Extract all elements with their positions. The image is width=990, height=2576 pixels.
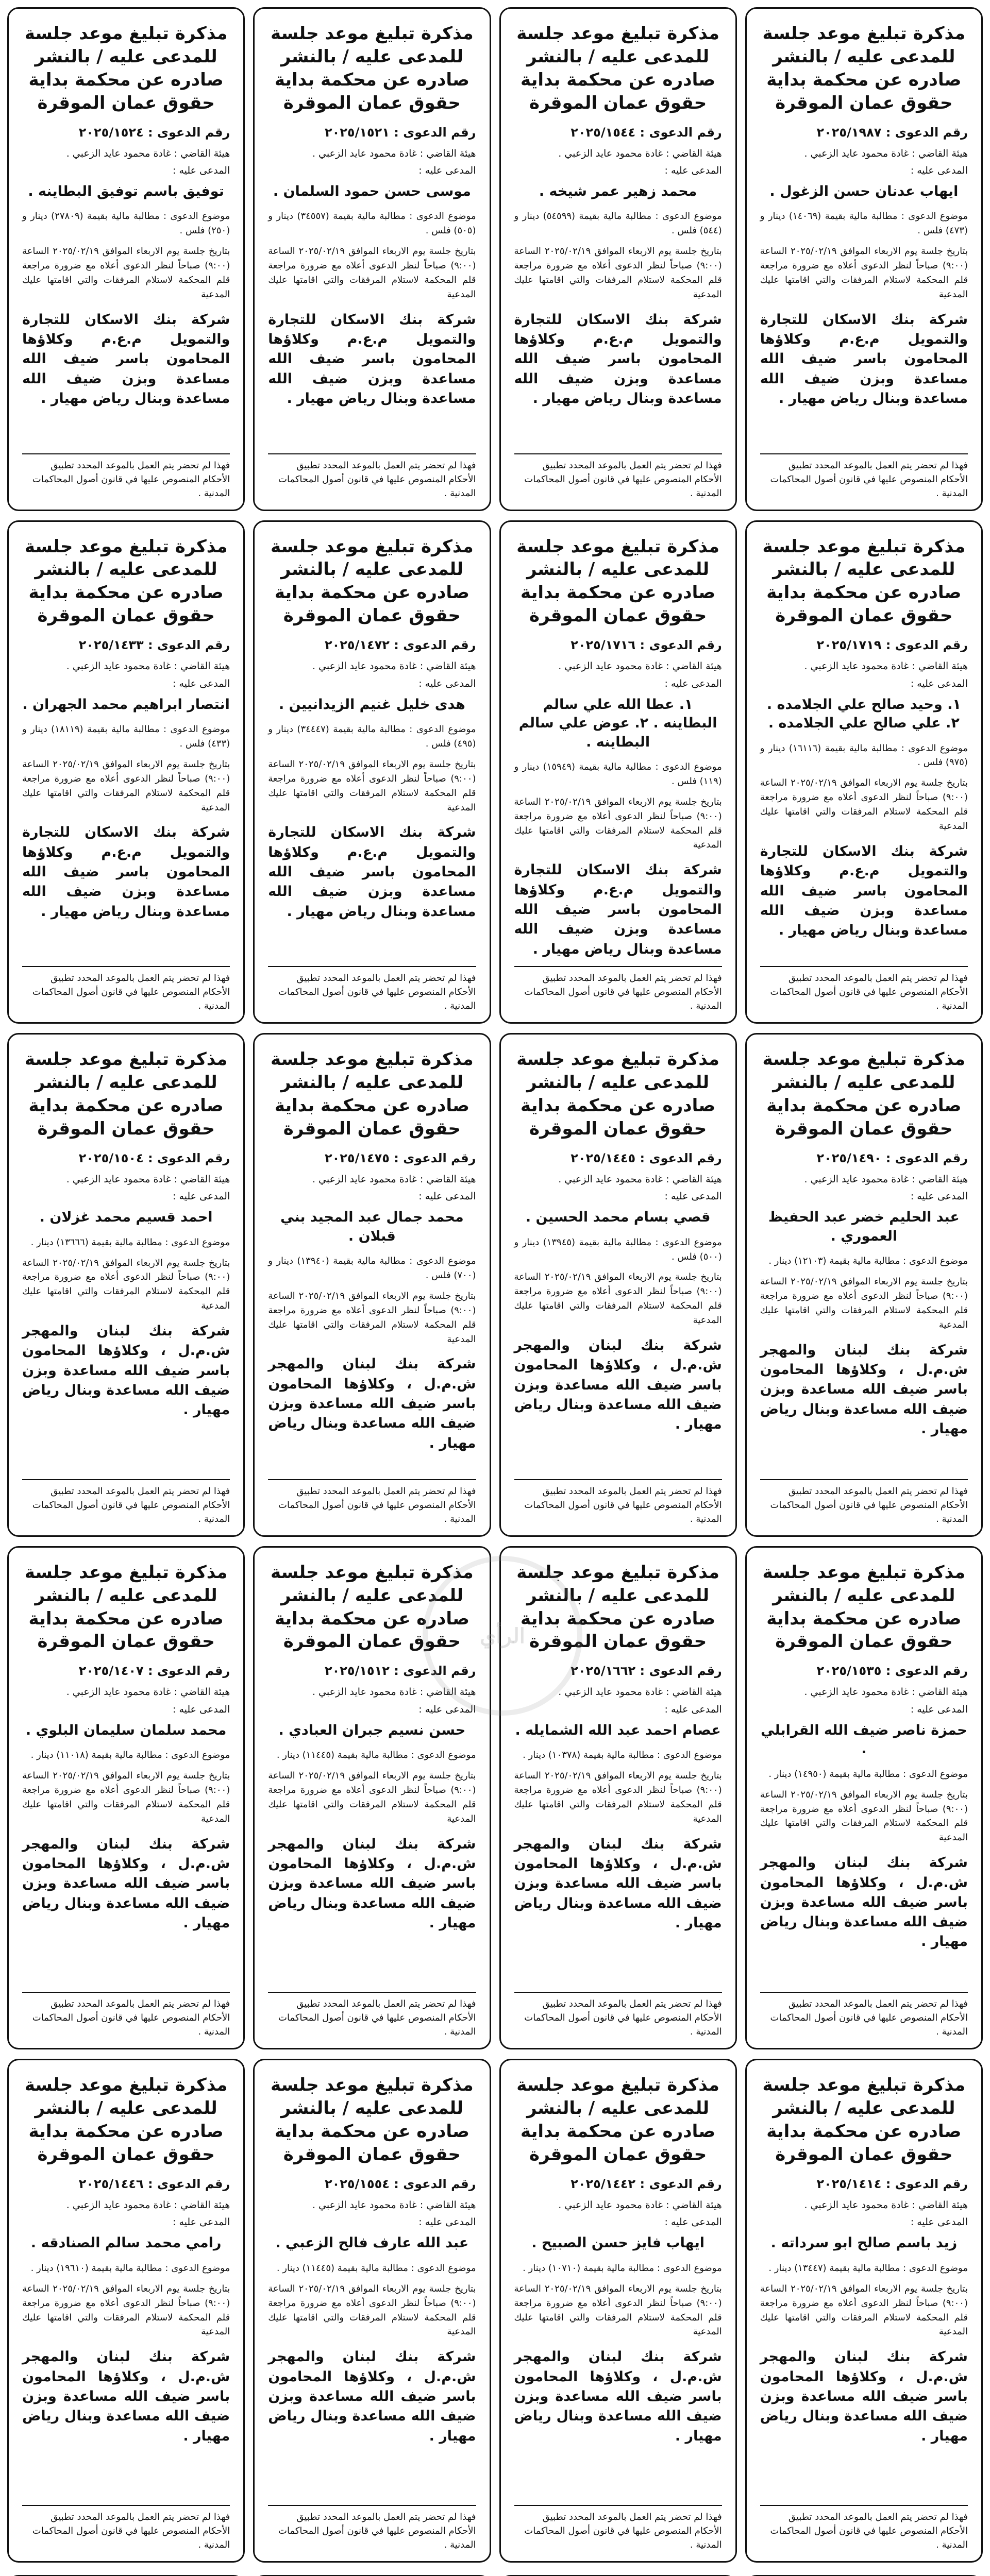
session-text: بتاريخ جلسة يوم الاربعاء الموافق ٢٠٢٥/٠٢/١٩ الساعة (٩:٠٠) صباحاً لنظر الدعوى أعلاه مع ضرورة مراجعة قلم المحكمة لاستلام المرفقات والتي اقامتها عليك المدعية: [514, 2283, 722, 2337]
court-notice: [7, 1546, 245, 2050]
case-number: رقم الدعوى : ٢٠٢٥/١٧١٩: [816, 638, 968, 653]
notice-footer: فهذا لم تحضر يتم العمل بالموعد المحدد تطبيق الأحكام المنصوص عليها في قانون أصول المحاكمات المدنية .: [760, 966, 968, 1013]
plaintiff-company: شركة بنك لبنان والمهجر ش.م.ل ، وكلاؤها المحامون باسر ضيف الله مساعدة وبزن ضيف الله مساعدة وبنال رياض مهيار .: [514, 1337, 722, 1433]
defendant-label: المدعى عليه :: [418, 2216, 476, 2228]
court-notice: [745, 7, 983, 511]
newspaper-watermark: الرأي: [423, 1556, 582, 1716]
case-number: رقم الدعوى : ٢٠٢٥/١٥٢٤: [78, 125, 230, 140]
case-number: رقم الدعوى : ٢٠٢٥/١٥١٢: [324, 1664, 476, 1679]
notice-footer: فهذا لم تحضر يتم العمل بالموعد المحدد تطبيق الأحكام المنصوص عليها في قانون أصول المحاكمات المدنية .: [514, 966, 722, 1013]
session-text: بتاريخ جلسة يوم الاربعاء الموافق ٢٠٢٥/٠٢/١٩ الساعة (٩:٠٠) صباحاً لنظر الدعوى أعلاه مع ضرورة مراجعة قلم المحكمة لاستلام المرفقات والتي اقامتها عليك المدعية: [514, 246, 722, 300]
notice-title: مذكرة تبليغ موعد جلسة للمدعى عليه / بالنشر صادره عن محكمة بداية حقوق عمان الموقرة: [24, 536, 228, 626]
judge-panel: هيئة القاضي : غادة محمود عايد الزعبي .: [312, 147, 476, 159]
notice-title: مذكرة تبليغ موعد جلسة للمدعى عليه / بالنشر صادره عن محكمة بداية حقوق عمان الموقرة: [762, 1562, 966, 1652]
judge-panel: هيئة القاضي : غادة محمود عايد الزعبي .: [558, 660, 722, 672]
defendant-label: المدعى عليه :: [418, 1191, 476, 1202]
session-text: بتاريخ جلسة يوم الاربعاء الموافق ٢٠٢٥/٠٢/١٩ الساعة (٩:٠٠) صباحاً لنظر الدعوى أعلاه مع ضرورة مراجعة قلم المحكمة لاستلام المرفقات والتي اقامتها عليك المدعية: [514, 1770, 722, 1824]
case-number: رقم الدعوى : ٢٠٢٥/١٤٩٠: [816, 1150, 968, 1165]
plaintiff-company: شركة بنك لبنان والمهجر ش.م.ل ، وكلاؤها المحامون باسر ضيف الله مساعدة وبزن ضيف الله مساعدة وبنال رياض مهيار .: [268, 2349, 476, 2444]
case-subject: موضوع الدعوى : مطالبة مالية بقيمة (١٣٤٤٧) دينار .: [768, 2262, 968, 2274]
defendant-name: ايهاب فايز حسن الصبيح .: [531, 2235, 705, 2251]
plaintiff-company: شركة بنك لبنان والمهجر ش.م.ل ، وكلاؤها المحامون باسر ضيف الله مساعدة وبزن ضيف الله مساعدة وبنال رياض مهيار .: [268, 1836, 476, 1931]
case-subject: موضوع الدعوى : مطالبة مالية بقيمة (١٠٧١٠) دينار .: [523, 2262, 722, 2274]
session-text: بتاريخ جلسة يوم الاربعاء الموافق ٢٠٢٥/٠٢/١٩ الساعة (٩:٠٠) صباحاً لنظر الدعوى أعلاه مع ضرورة مراجعة قلم المحكمة لاستلام المرفقات والتي اقامتها عليك المدعية: [514, 796, 722, 851]
court-notice: [253, 520, 491, 1024]
defendant-name: محمد سلمان سليمان البلوي .: [25, 1722, 227, 1738]
defendant-label: المدعى عليه :: [910, 677, 968, 689]
plaintiff-company: شركة بنك لبنان والمهجر ش.م.ل ، وكلاؤها المحامون باسر ضيف الله مساعدة وبزن ضيف الله مساعدة وبنال رياض مهيار .: [22, 1836, 230, 1931]
judge-panel: هيئة القاضي : غادة محمود عايد الزعبي .: [66, 1686, 230, 1698]
defendant-label: المدعى عليه :: [418, 677, 476, 689]
judge-panel: هيئة القاضي : غادة محمود عايد الزعبي .: [804, 1173, 968, 1185]
session-text: بتاريخ جلسة يوم الاربعاء الموافق ٢٠٢٥/٠٢/١٩ الساعة (٩:٠٠) صباحاً لنظر الدعوى أعلاه مع ضرورة مراجعة قلم المحكمة لاستلام المرفقات والتي اقامتها عليك المدعية: [22, 2283, 230, 2337]
notice-title: مذكرة تبليغ موعد جلسة للمدعى عليه / بالنشر صادره عن محكمة بداية حقوق عمان الموقرة: [271, 536, 474, 626]
notice-footer: فهذا لم تحضر يتم العمل بالموعد المحدد تطبيق الأحكام المنصوص عليها في قانون أصول المحاكمات المدنية .: [514, 1479, 722, 1526]
judge-panel: هيئة القاضي : غادة محمود عايد الزعبي .: [558, 2199, 722, 2211]
defendant-name: هدى خليل غنيم الزيدانيين .: [278, 696, 465, 713]
plaintiff-company: شركة بنك لبنان والمهجر ش.م.ل ، وكلاؤها المحامون باسر ضيف الله مساعدة وبزن ضيف الله مساعدة وبنال رياض مهيار .: [22, 1323, 230, 1418]
case-subject: موضوع الدعوى : مطالبة مالية بقيمة (١١٤٤٥) دينار .: [276, 1750, 476, 1761]
judge-panel: هيئة القاضي : غادة محمود عايد الزعبي .: [558, 1686, 722, 1698]
defendant-name: رامي محمد سالم الصنادقه .: [30, 2235, 222, 2251]
case-subject: موضوع الدعوى : مطالبة مالية بقيمة (٢٧٨٠٩) دينار و (٢٥٠) فلس .: [22, 211, 230, 236]
defendant-name: عبد الله عارف فالح الزعبي .: [275, 2235, 469, 2251]
court-notice: [253, 1033, 491, 1537]
defendant-label: المدعى عليه :: [173, 165, 230, 177]
case-subject: موضوع الدعوى : مطالبة مالية بقيمة (١١٤٤٥) دينار .: [276, 2262, 476, 2274]
notice-title: مذكرة تبليغ موعد جلسة للمدعى عليه / بالنشر صادره عن محكمة بداية حقوق عمان الموقرة: [24, 2075, 228, 2165]
session-text: بتاريخ جلسة يوم الاربعاء الموافق ٢٠٢٥/٠٢/١٩ الساعة (٩:٠٠) صباحاً لنظر الدعوى أعلاه مع ضرورة مراجعة قلم المحكمة لاستلام المرفقات والتي اقامتها عليك المدعية: [268, 1290, 476, 1345]
notice-title: مذكرة تبليغ موعد جلسة للمدعى عليه / بالنشر صادره عن محكمة بداية حقوق عمان الموقرة: [271, 23, 474, 113]
defendant-label: المدعى عليه :: [418, 165, 476, 177]
defendant-label: المدعى عليه :: [664, 2216, 722, 2228]
session-text: بتاريخ جلسة يوم الاربعاء الموافق ٢٠٢٥/٠٢/١٩ الساعة (٩:٠٠) صباحاً لنظر الدعوى أعلاه مع ضرورة مراجعة قلم المحكمة لاستلام المرفقات والتي اقامتها عليك المدعية: [760, 1276, 968, 1330]
defendant-label: المدعى عليه :: [664, 1191, 722, 1202]
session-text: بتاريخ جلسة يوم الاربعاء الموافق ٢٠٢٥/٠٢/١٩ الساعة (٩:٠٠) صباحاً لنظر الدعوى أعلاه مع ضرورة مراجعة قلم المحكمة لاستلام المرفقات والتي اقامتها عليك المدعية: [760, 246, 968, 300]
plaintiff-company: شركة بنك الاسكان للتجارة والتمويل م.ع.م وكلاؤها المحامون باسر ضيف الله مساعدة وبزن ضيف الله مساعدة وبنال رياض مهيار .: [268, 311, 476, 407]
session-text: بتاريخ جلسة يوم الاربعاء الموافق ٢٠٢٥/٠٢/١٩ الساعة (٩:٠٠) صباحاً لنظر الدعوى أعلاه مع ضرورة مراجعة قلم المحكمة لاستلام المرفقات والتي اقامتها عليك المدعية: [268, 2283, 476, 2337]
court-notice: [745, 1546, 983, 2050]
defendant-name: ايهاب عدنان حسن الزغول .: [769, 183, 959, 200]
court-notice: [499, 520, 737, 1024]
defendant-name: موسى حسن حمود السلمان .: [273, 183, 471, 200]
plaintiff-company: شركة بنك الاسكان للتجارة والتمويل م.ع.م وكلاؤها المحامون باسر ضيف الله مساعدة وبزن ضيف الله مساعدة وبنال رياض مهيار .: [22, 311, 230, 407]
court-notice: [745, 520, 983, 1024]
notice-footer: فهذا لم تحضر يتم العمل بالموعد المحدد تطبيق الأحكام المنصوص عليها في قانون أصول المحاكمات المدنية .: [268, 966, 476, 1013]
court-notice: [253, 7, 491, 511]
notice-title: مذكرة تبليغ موعد جلسة للمدعى عليه / بالنشر صادره عن محكمة بداية حقوق عمان الموقرة: [762, 2075, 966, 2165]
defendant-name: انتصار ابراهيم محمد الجهران .: [22, 696, 230, 713]
case-number: رقم الدعوى : ٢٠٢٥/١٤٤٦: [78, 2176, 230, 2191]
court-notice: [7, 2059, 245, 2563]
plaintiff-company: شركة بنك الاسكان للتجارة والتمويل م.ع.م وكلاؤها المحامون باسر ضيف الله مساعدة وبزن ضيف الله مساعدة وبنال رياض مهيار .: [268, 824, 476, 920]
notice-footer: فهذا لم تحضر يتم العمل بالموعد المحدد تطبيق الأحكام المنصوص عليها في قانون أصول المحاكمات المدنية .: [268, 1992, 476, 2039]
defendant-name: محمد زهير عمر شيخه .: [539, 183, 697, 200]
defendant-label: المدعى عليه :: [664, 1703, 722, 1715]
notice-title: مذكرة تبليغ موعد جلسة للمدعى عليه / بالنشر صادره عن محكمة بداية حقوق عمان الموقرة: [24, 1562, 228, 1652]
defendant-label: المدعى عليه :: [173, 1703, 230, 1715]
judge-panel: هيئة القاضي : غادة محمود عايد الزعبي .: [312, 1173, 476, 1185]
notice-title: مذكرة تبليغ موعد جلسة للمدعى عليه / بالنشر صادره عن محكمة بداية حقوق عمان الموقرة: [762, 23, 966, 113]
case-number: رقم الدعوى : ٢٠٢٥/١٥٣٥: [816, 1664, 968, 1679]
notice-footer: فهذا لم تحضر يتم العمل بالموعد المحدد تطبيق الأحكام المنصوص عليها في قانون أصول المحاكمات المدنية .: [22, 2505, 230, 2552]
defendant-name: احمد قسيم محمد غزلان .: [39, 1209, 213, 1226]
judge-panel: هيئة القاضي : غادة محمود عايد الزعبي .: [804, 660, 968, 672]
case-subject: موضوع الدعوى : مطالبة مالية بقيمة (١٩٦١٠) دينار .: [30, 2262, 230, 2274]
case-number: رقم الدعوى : ٢٠٢٥/١٤٤٥: [570, 1150, 722, 1165]
defendant-label: المدعى عليه :: [173, 2216, 230, 2228]
defendant-label: المدعى عليه :: [418, 1703, 476, 1715]
case-number: رقم الدعوى : ٢٠٢٥/١٩٨٧: [816, 125, 968, 140]
notice-title: مذكرة تبليغ موعد جلسة للمدعى عليه / بالنشر صادره عن محكمة بداية حقوق عمان الموقرة: [516, 23, 719, 113]
notice-title: مذكرة تبليغ موعد جلسة للمدعى عليه / بالنشر صادره عن محكمة بداية حقوق عمان الموقرة: [516, 536, 719, 626]
plaintiff-company: شركة بنك لبنان والمهجر ش.م.ل ، وكلاؤها المحامون باسر ضيف الله مساعدة وبزن ضيف الله مساعدة وبنال رياض مهيار .: [760, 1342, 968, 1437]
defendant-label: المدعى عليه :: [910, 1191, 968, 1202]
case-number: رقم الدعوى : ٢٠٢٥/١٤٠٧: [78, 1664, 230, 1679]
judge-panel: هيئة القاضي : غادة محمود عايد الزعبي .: [804, 2199, 968, 2211]
session-text: بتاريخ جلسة يوم الاربعاء الموافق ٢٠٢٥/٠٢/١٩ الساعة (٩:٠٠) صباحاً لنظر الدعوى أعلاه مع ضرورة مراجعة قلم المحكمة لاستلام المرفقات والتي اقامتها عليك المدعية: [22, 758, 230, 813]
defendant-name: توفيق باسم توفيق البطاينه .: [28, 183, 224, 200]
session-text: بتاريخ جلسة يوم الاربعاء الموافق ٢٠٢٥/٠٢/١٩ الساعة (٩:٠٠) صباحاً لنظر الدعوى أعلاه مع ضرورة مراجعة قلم المحكمة لاستلام المرفقات والتي اقامتها عليك المدعية: [268, 758, 476, 813]
defendant-name: محمد جمال عبد المجيد بني قبلان .: [280, 1209, 464, 1244]
case-subject: موضوع الدعوى : مطالبة مالية بقيمة (١٣٩٤٠) دينار و (٧٠٠) فلس .: [268, 1256, 476, 1281]
notice-footer: فهذا لم تحضر يتم العمل بالموعد المحدد تطبيق الأحكام المنصوص عليها في قانون أصول المحاكمات المدنية .: [22, 1479, 230, 1526]
session-text: بتاريخ جلسة يوم الاربعاء الموافق ٢٠٢٥/٠٢/١٩ الساعة (٩:٠٠) صباحاً لنظر الدعوى أعلاه مع ضرورة مراجعة قلم المحكمة لاستلام المرفقات والتي اقامتها عليك المدعية: [22, 1257, 230, 1312]
case-subject: موضوع الدعوى : مطالبة مالية بقيمة (١٠٣٧٨) دينار .: [523, 1750, 722, 1761]
judge-panel: هيئة القاضي : غادة محمود عايد الزعبي .: [558, 1173, 722, 1185]
defendant-name: حسن نسيم جبران العبادي .: [278, 1722, 466, 1738]
session-text: بتاريخ جلسة يوم الاربعاء الموافق ٢٠٢٥/٠٢/١٩ الساعة (٩:٠٠) صباحاً لنظر الدعوى أعلاه مع ضرورة مراجعة قلم المحكمة لاستلام المرفقات والتي اقامتها عليك المدعية: [22, 1770, 230, 1824]
plaintiff-company: شركة بنك الاسكان للتجارة والتمويل م.ع.م وكلاؤها المحامون باسر ضيف الله مساعدة وبزن ضيف الله مساعدة وبنال رياض مهيار .: [760, 311, 968, 407]
plaintiff-company: شركة بنك لبنان والمهجر ش.م.ل ، وكلاؤها المحامون باسر ضيف الله مساعدة وبزن ضيف الله مساعدة وبنال رياض مهيار .: [760, 2349, 968, 2444]
session-text: بتاريخ جلسة يوم الاربعاء الموافق ٢٠٢٥/٠٢/١٩ الساعة (٩:٠٠) صباحاً لنظر الدعوى أعلاه مع ضرورة مراجعة قلم المحكمة لاستلام المرفقات والتي اقامتها عليك المدعية: [268, 246, 476, 300]
defendant-name: عبد الحليم خضر عبد الحفيظ العموري .: [768, 1209, 960, 1244]
session-text: بتاريخ جلسة يوم الاربعاء الموافق ٢٠٢٥/٠٢/١٩ الساعة (٩:٠٠) صباحاً لنظر الدعوى أعلاه مع ضرورة مراجعة قلم المحكمة لاستلام المرفقات والتي اقامتها عليك المدعية: [760, 2283, 968, 2337]
court-notice: [7, 520, 245, 1024]
case-number: رقم الدعوى : ٢٠٢٥/١٤٧٥: [324, 1150, 476, 1165]
court-notice: [499, 7, 737, 511]
case-subject: موضوع الدعوى : مطالبة مالية بقيمة (١٣٦٦٦) دينار .: [30, 1236, 230, 1248]
case-subject: موضوع الدعوى : مطالبة مالية بقيمة (١٢١٠٣) دينار .: [768, 1256, 968, 1267]
case-subject: موضوع الدعوى : مطالبة مالية بقيمة (١٤٠٦٩) دينار و (٤٧٣) فلس .: [760, 211, 968, 236]
case-subject: موضوع الدعوى : مطالبة مالية بقيمة (١٥٩٤٩) دينار و (١١٩) فلس .: [514, 761, 722, 787]
plaintiff-company: شركة بنك الاسكان للتجارة والتمويل م.ع.م وكلاؤها المحامون باسر ضيف الله مساعدة وبزن ضيف الله مساعدة وبنال رياض مهيار .: [22, 824, 230, 920]
defendant-label: المدعى عليه :: [664, 677, 722, 689]
court-notice: [499, 1033, 737, 1537]
judge-panel: هيئة القاضي : غادة محمود عايد الزعبي .: [312, 1686, 476, 1698]
case-subject: موضوع الدعوى : مطالبة مالية بقيمة (١٨١١٩) دينار و (٤٣٣) فلس .: [22, 724, 230, 749]
notice-footer: فهذا لم تحضر يتم العمل بالموعد المحدد تطبيق الأحكام المنصوص عليها في قانون أصول المحاكمات المدنية .: [760, 453, 968, 500]
court-notice: [7, 7, 245, 511]
defendant-name: ١. عطا الله علي سالم البطاينه . ٢. عوض علي سالم البطاينه .: [518, 696, 717, 750]
notice-title: مذكرة تبليغ موعد جلسة للمدعى عليه / بالنشر صادره عن محكمة بداية حقوق عمان الموقرة: [762, 536, 966, 626]
judge-panel: هيئة القاضي : غادة محمود عايد الزعبي .: [558, 147, 722, 159]
judge-panel: هيئة القاضي : غادة محمود عايد الزعبي .: [66, 660, 230, 672]
defendant-name: حمزة ناصر ضيف الله القرابلي .: [761, 1722, 967, 1757]
case-number: رقم الدعوى : ٢٠٢٥/١٥٥٤: [324, 2176, 476, 2191]
case-number: رقم الدعوى : ٢٠٢٥/١٤١٤: [816, 2176, 968, 2191]
court-notice: [745, 2059, 983, 2563]
defendant-label: المدعى عليه :: [173, 677, 230, 689]
judge-panel: هيئة القاضي : غادة محمود عايد الزعبي .: [312, 2199, 476, 2211]
plaintiff-company: شركة بنك لبنان والمهجر ش.م.ل ، وكلاؤها المحامون باسر ضيف الله مساعدة وبزن ضيف الله مساعدة وبنال رياض مهيار .: [22, 2349, 230, 2444]
case-number: رقم الدعوى : ٢٠٢٥/١٥٢١: [324, 125, 476, 140]
notice-footer: فهذا لم تحضر يتم العمل بالموعد المحدد تطبيق الأحكام المنصوص عليها في قانون أصول المحاكمات المدنية .: [514, 2505, 722, 2552]
notice-title: مذكرة تبليغ موعد جلسة للمدعى عليه / بالنشر صادره عن محكمة بداية حقوق عمان الموقرة: [24, 23, 228, 113]
plaintiff-company: شركة بنك الاسكان للتجارة والتمويل م.ع.م وكلاؤها المحامون باسر ضيف الله مساعدة وبزن ضيف الله مساعدة وبنال رياض مهيار .: [514, 311, 722, 407]
case-subject: موضوع الدعوى : مطالبة مالية بقيمة (٥٤٥٩٩) دينار و (٥٤٤) فلس .: [514, 211, 722, 236]
notice-footer: فهذا لم تحضر يتم العمل بالموعد المحدد تطبيق الأحكام المنصوص عليها في قانون أصول المحاكمات المدنية .: [514, 1992, 722, 2039]
case-number: رقم الدعوى : ٢٠٢٥/١٤٤٢: [570, 2176, 722, 2191]
judge-panel: هيئة القاضي : غادة محمود عايد الزعبي .: [66, 1173, 230, 1185]
defendant-name: ١. وحيد صالح علي الجلامده . ٢. علي صالح علي الجلامده .: [766, 696, 961, 732]
case-number: رقم الدعوى : ٢٠٢٥/١٥٤٤: [570, 125, 722, 140]
notice-footer: فهذا لم تحضر يتم العمل بالموعد المحدد تطبيق الأحكام المنصوص عليها في قانون أصول المحاكمات المدنية .: [22, 1992, 230, 2039]
judge-panel: هيئة القاضي : غادة محمود عايد الزعبي .: [66, 147, 230, 159]
notice-footer: فهذا لم تحضر يتم العمل بالموعد المحدد تطبيق الأحكام المنصوص عليها في قانون أصول المحاكمات المدنية .: [22, 966, 230, 1013]
case-subject: موضوع الدعوى : مطالبة مالية بقيمة (١٤٩٥٠) دينار .: [768, 1768, 968, 1780]
notice-title: مذكرة تبليغ موعد جلسة للمدعى عليه / بالنشر صادره عن محكمة بداية حقوق عمان الموقرة: [271, 1562, 474, 1652]
notice-footer: فهذا لم تحضر يتم العمل بالموعد المحدد تطبيق الأحكام المنصوص عليها في قانون أصول المحاكمات المدنية .: [760, 1992, 968, 2039]
notice-title: مذكرة تبليغ موعد جلسة للمدعى عليه / بالنشر صادره عن محكمة بداية حقوق عمان الموقرة: [762, 1049, 966, 1139]
court-notice: [7, 1033, 245, 1537]
session-text: بتاريخ جلسة يوم الاربعاء الموافق ٢٠٢٥/٠٢/١٩ الساعة (٩:٠٠) صباحاً لنظر الدعوى أعلاه مع ضرورة مراجعة قلم المحكمة لاستلام المرفقات والتي اقامتها عليك المدعية: [22, 246, 230, 300]
case-subject: موضوع الدعوى : مطالبة مالية بقيمة (٣٤٥٥٧) دينار و (٥٠٥) فلس .: [268, 211, 476, 236]
session-text: بتاريخ جلسة يوم الاربعاء الموافق ٢٠٢٥/٠٢/١٩ الساعة (٩:٠٠) صباحاً لنظر الدعوى أعلاه مع ضرورة مراجعة قلم المحكمة لاستلام المرفقات والتي اقامتها عليك المدعية: [760, 777, 968, 832]
plaintiff-company: شركة بنك لبنان والمهجر ش.م.ل ، وكلاؤها المحامون باسر ضيف الله مساعدة وبزن ضيف الله مساعدة وبنال رياض مهيار .: [514, 2349, 722, 2444]
case-number: رقم الدعوى : ٢٠٢٥/١٤٧٢: [324, 638, 476, 653]
notice-footer: فهذا لم تحضر يتم العمل بالموعد المحدد تطبيق الأحكام المنصوص عليها في قانون أصول المحاكمات المدنية .: [514, 453, 722, 500]
notices-grid: [7, 7, 983, 2563]
notice-footer: فهذا لم تحضر يتم العمل بالموعد المحدد تطبيق الأحكام المنصوص عليها في قانون أصول المحاكمات المدنية .: [268, 1479, 476, 1526]
defendant-label: المدعى عليه :: [173, 1191, 230, 1202]
session-text: بتاريخ جلسة يوم الاربعاء الموافق ٢٠٢٥/٠٢/١٩ الساعة (٩:٠٠) صباحاً لنظر الدعوى أعلاه مع ضرورة مراجعة قلم المحكمة لاستلام المرفقات والتي اقامتها عليك المدعية: [760, 1789, 968, 1843]
notice-footer: فهذا لم تحضر يتم العمل بالموعد المحدد تطبيق الأحكام المنصوص عليها في قانون أصول المحاكمات المدنية .: [22, 453, 230, 500]
notice-title: مذكرة تبليغ موعد جلسة للمدعى عليه / بالنشر صادره عن محكمة بداية حقوق عمان الموقرة: [516, 2075, 719, 2165]
notice-title: مذكرة تبليغ موعد جلسة للمدعى عليه / بالنشر صادره عن محكمة بداية حقوق عمان الموقرة: [516, 1562, 719, 1652]
defendant-label: المدعى عليه :: [910, 2216, 968, 2228]
plaintiff-company: شركة بنك لبنان والمهجر ش.م.ل ، وكلاؤها المحامون باسر ضيف الله مساعدة وبزن ضيف الله مساعدة وبنال رياض مهيار .: [760, 1855, 968, 1950]
defendant-name: قصي بسام محمد الحسين .: [525, 1209, 711, 1226]
defendant-name: زيد باسم صالح ابو سرداته .: [770, 2235, 958, 2251]
case-number: رقم الدعوى : ٢٠٢٥/١٧١٦: [570, 638, 722, 653]
judge-panel: هيئة القاضي : غادة محمود عايد الزعبي .: [66, 2199, 230, 2211]
notice-footer: فهذا لم تحضر يتم العمل بالموعد المحدد تطبيق الأحكام المنصوص عليها في قانون أصول المحاكمات المدنية .: [760, 2505, 968, 2552]
plaintiff-company: شركة بنك لبنان والمهجر ش.م.ل ، وكلاؤها المحامون باسر ضيف الله مساعدة وبزن ضيف الله مساعدة وبنال رياض مهيار .: [514, 1836, 722, 1931]
plaintiff-company: شركة بنك الاسكان للتجارة والتمويل م.ع.م وكلاؤها المحامون باسر ضيف الله مساعدة وبزن ضيف الله مساعدة وبنال رياض مهيار .: [760, 843, 968, 939]
case-subject: موضوع الدعوى : مطالبة مالية بقيمة (٣٤٤٤٧) دينار و (٤٩٥) فلس .: [268, 724, 476, 749]
judge-panel: هيئة القاضي : غادة محمود عايد الزعبي .: [804, 147, 968, 159]
judge-panel: هيئة القاضي : غادة محمود عايد الزعبي .: [312, 660, 476, 672]
court-notice: [499, 2059, 737, 2563]
court-notice: [745, 1033, 983, 1537]
case-subject: موضوع الدعوى : مطالبة مالية بقيمة (١٣٩٤٥) دينار و (٥٠٠) فلس .: [514, 1236, 722, 1262]
defendant-label: المدعى عليه :: [664, 165, 722, 177]
notice-title: مذكرة تبليغ موعد جلسة للمدعى عليه / بالنشر صادره عن محكمة بداية حقوق عمان الموقرة: [24, 1049, 228, 1139]
case-subject: موضوع الدعوى : مطالبة مالية بقيمة (١٦١١٦) دينار و (٩٧٥) فلس .: [760, 742, 968, 768]
plaintiff-company: شركة بنك لبنان والمهجر ش.م.ل ، وكلاؤها المحامون باسر ضيف الله مساعدة وبزن ضيف الله مساعدة وبنال رياض مهيار .: [268, 1356, 476, 1451]
defendant-label: المدعى عليه :: [910, 1703, 968, 1715]
defendant-label: المدعى عليه :: [910, 165, 968, 177]
notice-title: مذكرة تبليغ موعد جلسة للمدعى عليه / بالنشر صادره عن محكمة بداية حقوق عمان الموقرة: [516, 1049, 719, 1139]
session-text: بتاريخ جلسة يوم الاربعاء الموافق ٢٠٢٥/٠٢/١٩ الساعة (٩:٠٠) صباحاً لنظر الدعوى أعلاه مع ضرورة مراجعة قلم المحكمة لاستلام المرفقات والتي اقامتها عليك المدعية: [268, 1770, 476, 1824]
judge-panel: هيئة القاضي : غادة محمود عايد الزعبي .: [804, 1686, 968, 1698]
notice-footer: فهذا لم تحضر يتم العمل بالموعد المحدد تطبيق الأحكام المنصوص عليها في قانون أصول المحاكمات المدنية .: [760, 1479, 968, 1526]
notice-footer: فهذا لم تحضر يتم العمل بالموعد المحدد تطبيق الأحكام المنصوص عليها في قانون أصول المحاكمات المدنية .: [268, 2505, 476, 2552]
notice-footer: فهذا لم تحضر يتم العمل بالموعد المحدد تطبيق الأحكام المنصوص عليها في قانون أصول المحاكمات المدنية .: [268, 453, 476, 500]
defendant-name: عصام احمد عبد الله الشمايله .: [515, 1722, 721, 1738]
session-text: بتاريخ جلسة يوم الاربعاء الموافق ٢٠٢٥/٠٢/١٩ الساعة (٩:٠٠) صباحاً لنظر الدعوى أعلاه مع ضرورة مراجعة قلم المحكمة لاستلام المرفقات والتي اقامتها عليك المدعية: [514, 1272, 722, 1326]
case-number: رقم الدعوى : ٢٠٢٥/١٤٣٣: [78, 638, 230, 653]
notice-title: مذكرة تبليغ موعد جلسة للمدعى عليه / بالنشر صادره عن محكمة بداية حقوق عمان الموقرة: [271, 1049, 474, 1139]
case-number: رقم الدعوى : ٢٠٢٥/١٥٠٤: [78, 1150, 230, 1165]
case-number: رقم الدعوى : ٢٠٢٥/١٦٦٢: [570, 1664, 722, 1679]
court-notice: [253, 2059, 491, 2563]
case-subject: موضوع الدعوى : مطالبة مالية بقيمة (١١٠١٨) دينار .: [30, 1750, 230, 1761]
plaintiff-company: شركة بنك الاسكان للتجارة والتمويل م.ع.م وكلاؤها المحامون باسر ضيف الله مساعدة وبزن ضيف الله مساعدة وبنال رياض مهيار .: [514, 862, 722, 957]
notice-title: مذكرة تبليغ موعد جلسة للمدعى عليه / بالنشر صادره عن محكمة بداية حقوق عمان الموقرة: [271, 2075, 474, 2165]
